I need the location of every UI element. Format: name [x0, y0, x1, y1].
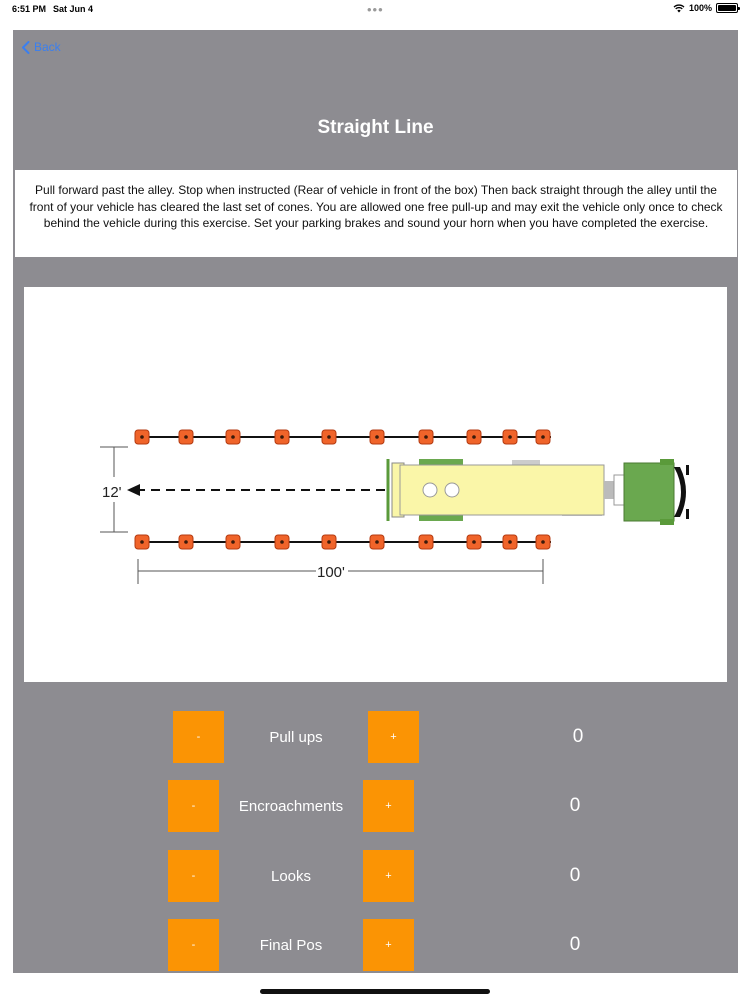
battery-icon — [716, 3, 738, 13]
pull-ups-value: 0 — [572, 726, 584, 747]
status-bar — [0, 0, 750, 30]
cone-center-bottom-9 — [508, 540, 512, 544]
counter-row-looks — [13, 850, 738, 902]
instructions-text: Pull forward past the alley. Stop when instructed (Rear of vehicle in front of the box) Then back straight through the alley until the front of your vehicle has cleared the last set of cones. You are allowed one free pull-up and may exit the vehicle only once to check behind the vehicle during this exercise. Set your parking brakes and sound your horn when you have completed the exercise. — [15, 170, 737, 257]
looks-minus-button[interactable]: - — [168, 850, 219, 902]
home-indicator[interactable] — [260, 989, 490, 994]
counter-row-pull-ups — [13, 711, 738, 763]
cone-center-top-1 — [140, 435, 144, 439]
encroachments-plus-button[interactable]: + — [363, 780, 414, 832]
page-title: Straight Line — [317, 117, 434, 138]
final-pos-plus-button[interactable]: + — [363, 919, 414, 971]
cone-center-bottom-1 — [140, 540, 144, 544]
cone-center-bottom-2 — [184, 540, 188, 544]
status-right — [673, 3, 738, 13]
status-date: Sat Jun 4 — [53, 4, 94, 14]
encroachments-minus-button[interactable]: - — [168, 780, 219, 832]
pull-ups-plus-button[interactable]: + — [368, 711, 419, 763]
back-label: Back — [34, 40, 61, 54]
battery-percent: 100% — [688, 3, 712, 13]
final-pos-value: 0 — [569, 934, 581, 955]
looks-label: Looks — [270, 867, 312, 885]
counter-row-final-pos — [13, 919, 738, 971]
straight-line-diagram — [24, 287, 727, 682]
truck-icon — [388, 459, 689, 525]
cone-center-top-2 — [184, 435, 188, 439]
encroachments-label: Encroachments — [238, 797, 344, 815]
length-label: 100' — [317, 564, 345, 581]
cone-center-bottom-4 — [280, 540, 284, 544]
multitasking-dots-icon[interactable]: ••• — [367, 2, 384, 17]
pull-ups-label: Pull ups — [269, 728, 323, 746]
status-time: 6:51 PM — [12, 4, 47, 14]
cone-center-bottom-5 — [327, 540, 331, 544]
cone-center-top-7 — [424, 435, 428, 439]
app-content — [13, 30, 738, 973]
cone-center-top-10 — [541, 435, 545, 439]
encroachments-value: 0 — [569, 795, 581, 816]
cone-center-top-6 — [375, 435, 379, 439]
cone-center-top-3 — [231, 435, 235, 439]
cone-center-top-4 — [280, 435, 284, 439]
cone-center-bottom-7 — [424, 540, 428, 544]
final-pos-label: Final Pos — [259, 936, 323, 954]
chevron-left-icon — [21, 41, 30, 54]
cone-center-top-9 — [508, 435, 512, 439]
cone-center-bottom-6 — [375, 540, 379, 544]
pull-ups-minus-button[interactable]: - — [173, 711, 224, 763]
width-label: 12' — [102, 484, 122, 501]
arrow-left-icon — [127, 484, 140, 496]
wifi-icon — [673, 3, 685, 13]
cone-center-bottom-8 — [472, 540, 476, 544]
final-pos-minus-button[interactable]: - — [168, 919, 219, 971]
cone-center-bottom-3 — [231, 540, 235, 544]
looks-plus-button[interactable]: + — [363, 850, 414, 902]
cone-center-top-5 — [327, 435, 331, 439]
counter-row-encroachments — [13, 780, 738, 832]
looks-value: 0 — [569, 865, 581, 886]
cone-center-bottom-10 — [541, 540, 545, 544]
diagram-canvas — [24, 287, 727, 682]
back-button[interactable] — [21, 40, 61, 54]
cone-center-top-8 — [472, 435, 476, 439]
